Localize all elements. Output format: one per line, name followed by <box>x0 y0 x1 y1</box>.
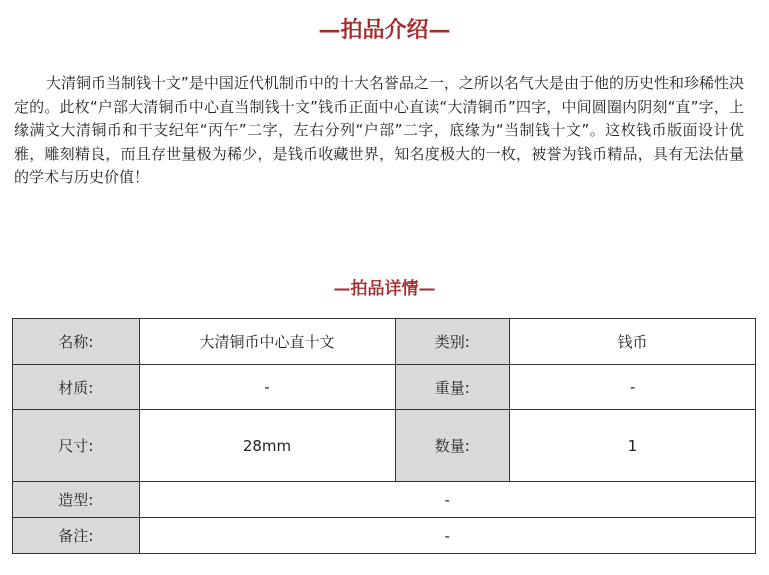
table-row <box>13 518 756 554</box>
table-row <box>13 319 756 365</box>
category-label: 类别: <box>395 319 510 365</box>
weight-label: 重量: <box>395 365 510 410</box>
name-value: 大清铜币中心直十文 <box>139 319 395 365</box>
name-label: 名称: <box>13 319 140 365</box>
details-table <box>12 318 756 554</box>
remark-value: - <box>139 518 756 554</box>
material-value: - <box>139 365 395 410</box>
table-row <box>13 482 756 518</box>
table-row <box>13 410 756 482</box>
material-label: 材质: <box>13 365 140 410</box>
table-row <box>13 365 756 410</box>
quantity-label: 数量: <box>395 410 510 482</box>
category-value: 钱币 <box>510 319 756 365</box>
intro-title: —拍品介绍— <box>318 17 451 43</box>
size-label: 尺寸: <box>13 410 140 482</box>
shape-value: - <box>139 482 756 518</box>
weight-value: - <box>510 365 756 410</box>
size-value: 28mm <box>139 410 395 482</box>
shape-label: 造型: <box>13 482 140 518</box>
details-title: —拍品详情— <box>333 279 436 299</box>
remark-label: 备注: <box>13 518 140 554</box>
quantity-value: 1 <box>510 410 756 482</box>
intro-paragraph: 大清铜币当制钱十文”是中国近代机制币中的十大名誉品之一，之所以名气大是由于他的历史性和珍稀性决定的。此枚“户部大清铜币中心直当制钱十文”钱币正面中心直读“大清铜币”四字，中间圆圈内阴刻“直”字，上缘满文大清铜币和干支纪年“丙午”二字，左右分列“户部”二字，底缘为“当制钱十文”。这枚钱币版面设计优雅，雕刻精良，而且存世量极为稀少，是钱币收藏世界，知名度极大的一枚，被誉为钱币精品，具有无法估量的学术与历史价值！ <box>14 74 744 186</box>
